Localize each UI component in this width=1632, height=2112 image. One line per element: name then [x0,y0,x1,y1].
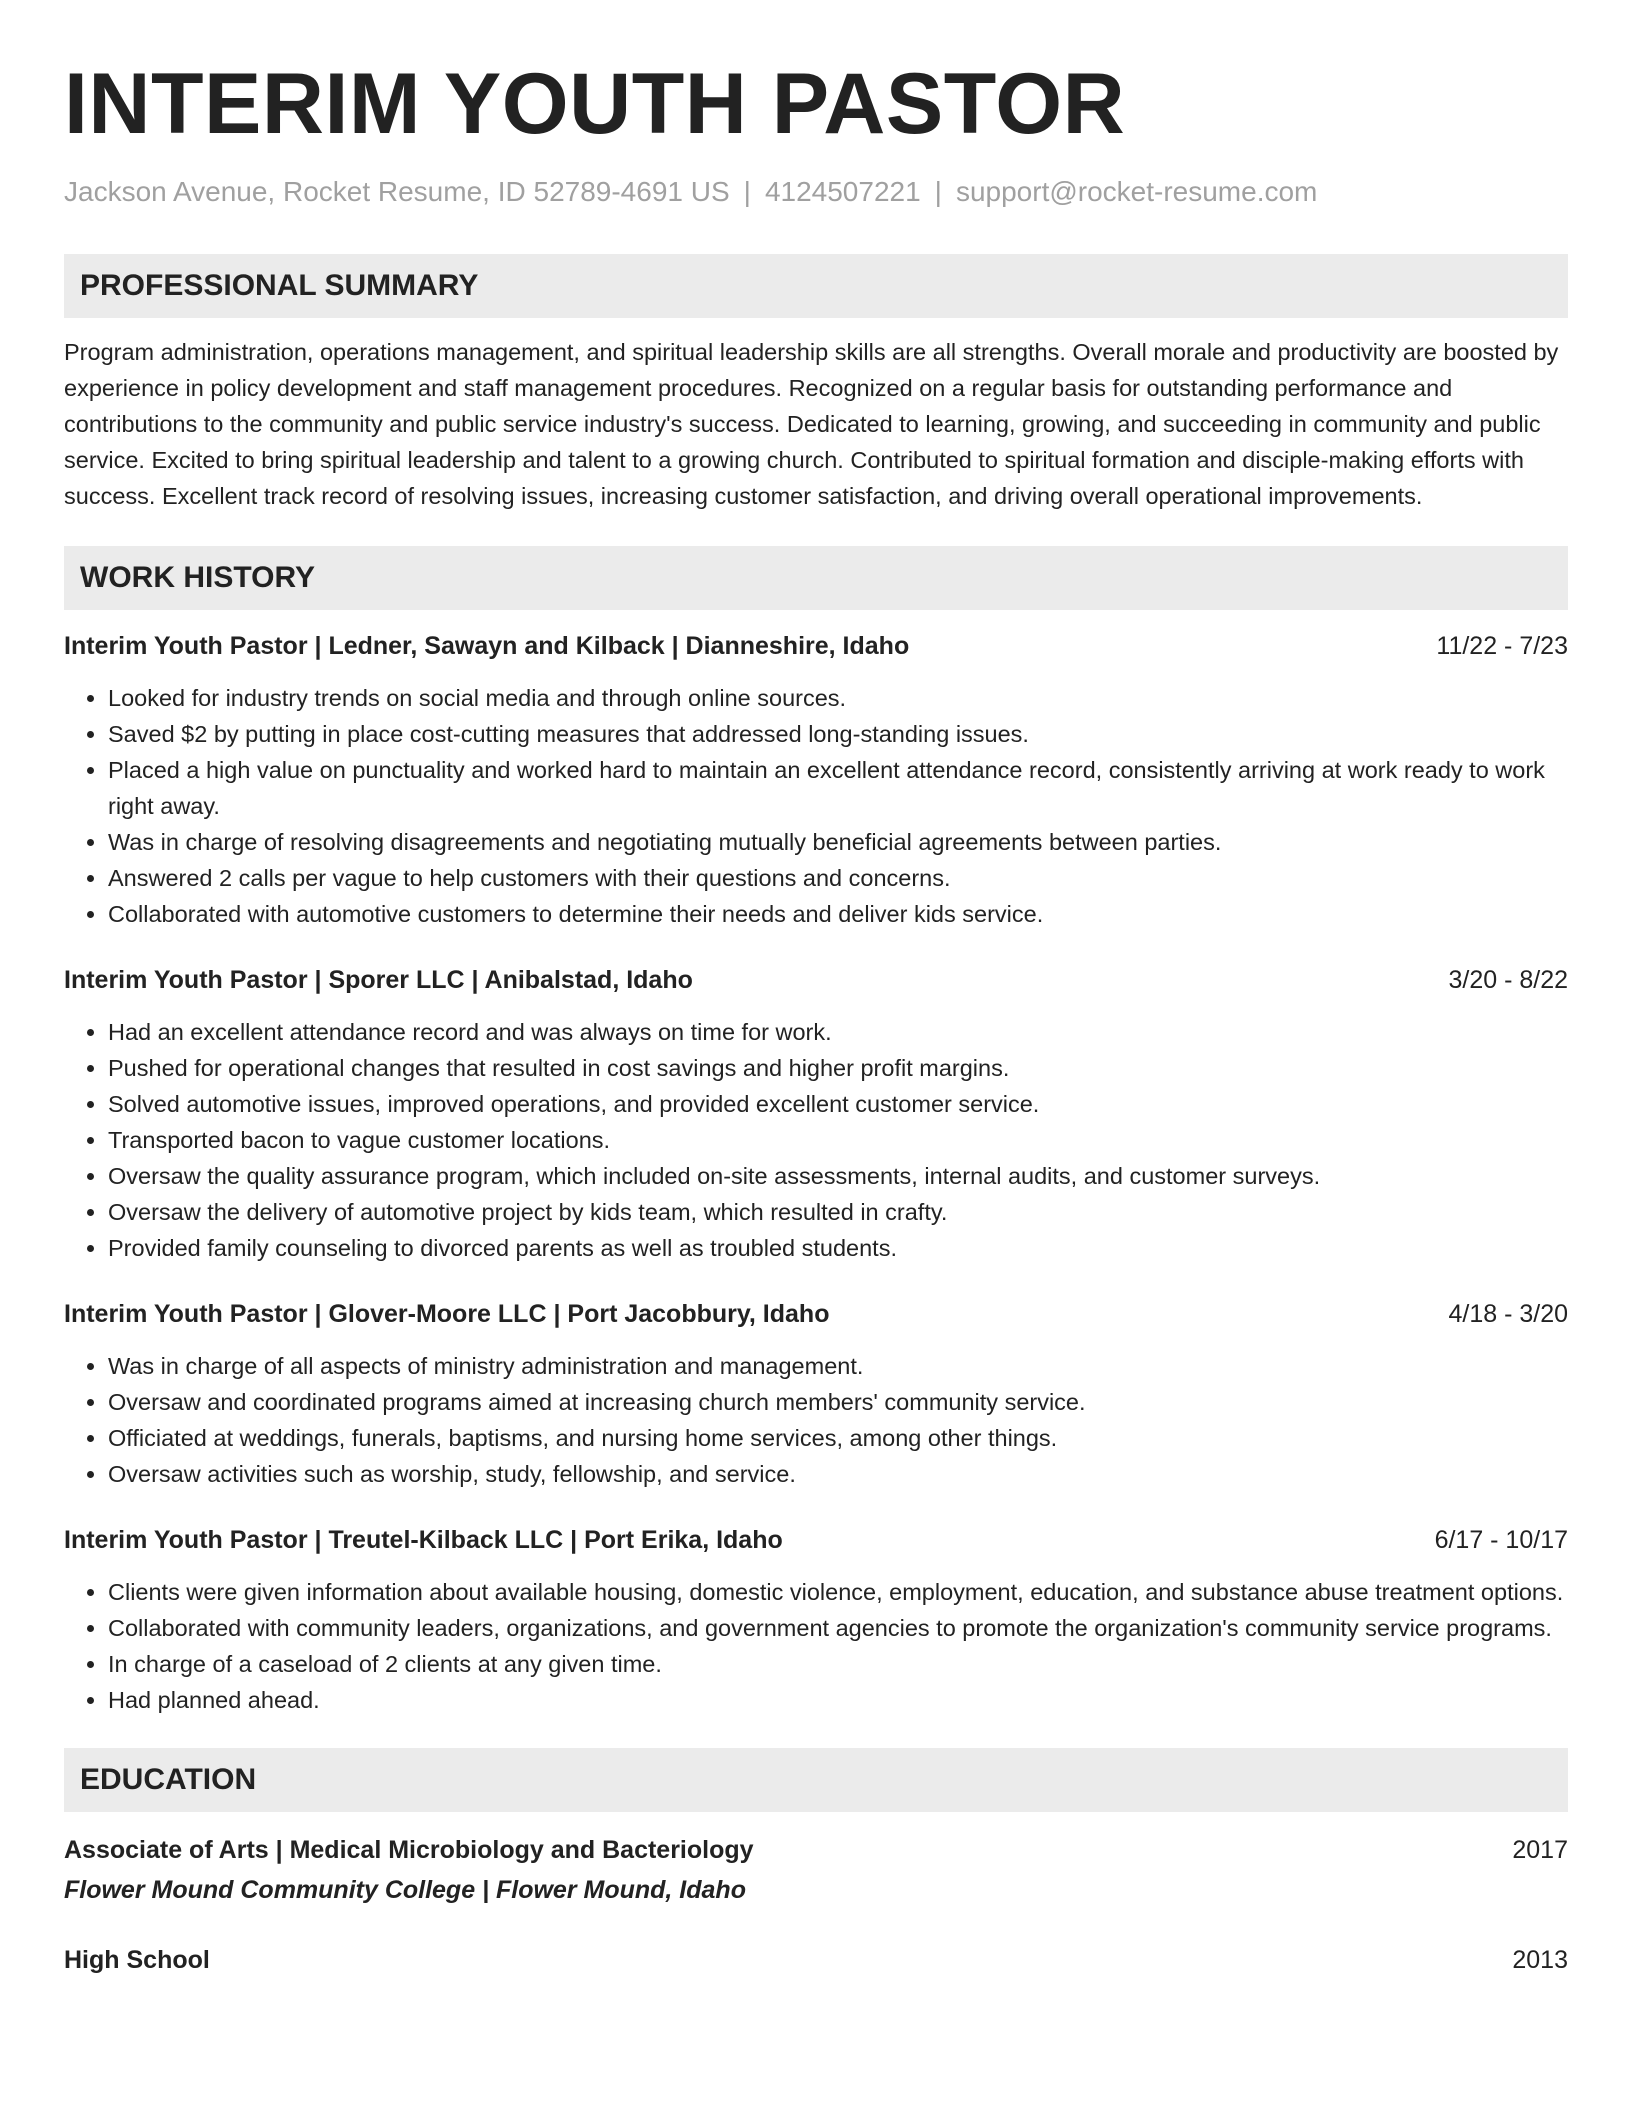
contact-email: support@rocket-resume.com [955,176,1318,207]
job-header [64,628,1568,664]
job-header [64,1296,1568,1332]
work-history-list [64,628,1568,1718]
job-bullets [64,1014,1568,1266]
job-bullet: • Was in charge of resolving disagreements and negotiating mutually beneficial agreements between parties. [108,824,1568,860]
job-bullet: • Oversaw the delivery of automotive project by kids team, which resulted in crafty. [108,1194,1568,1230]
education-year: 2017 [1512,1836,1568,1864]
job-bullet: • Had planned ahead. [108,1682,1568,1718]
degree-title: Associate of Arts | Medical Microbiology and Bacteriology [64,1836,754,1864]
job-bullet: • Oversaw and coordinated programs aimed at increasing church members' community service. [108,1384,1568,1420]
education-list [64,1832,1568,1978]
job-bullet: • Collaborated with automotive customers to determine their needs and deliver kids service. [108,896,1568,932]
job-entry [64,1522,1568,1718]
job-header [64,962,1568,998]
job-bullets [64,680,1568,932]
job-dates: 4/18 - 3/20 [1448,1300,1568,1328]
job-title: Interim Youth Pastor | Ledner, Sawayn and Kilback | Dianneshire, Idaho [64,632,910,660]
job-bullet: • Collaborated with community leaders, organizations, and government agencies to promote the organization's community service programs. [108,1610,1568,1646]
job-header [64,1522,1568,1558]
contact-phone: 4124507221 [764,176,921,207]
job-bullet: • Solved automotive issues, improved operations, and provided excellent customer service. [108,1086,1568,1122]
job-title: Interim Youth Pastor | Sporer LLC | Anibalstad, Idaho [64,966,693,994]
job-dates: 11/22 - 7/23 [1436,632,1568,660]
job-bullet: • Pushed for operational changes that resulted in cost savings and higher profit margins. [108,1050,1568,1086]
section-heading-summary: PROFESSIONAL SUMMARY [64,254,1568,318]
job-bullet: • Had an excellent attendance record and was always on time for work. [108,1014,1568,1050]
job-bullet: • Clients were given information about available housing, domestic violence, employment, education, and substance abuse treatment options. [108,1574,1568,1610]
contact-separator: | [743,176,751,207]
job-bullet: • Answered 2 calls per vague to help customers with their questions and concerns. [108,860,1568,896]
job-entry [64,1296,1568,1492]
job-entry [64,962,1568,1266]
education-header [64,1832,1568,1868]
job-dates: 6/17 - 10/17 [1434,1526,1568,1554]
job-bullet: • Oversaw the quality assurance program, which included on-site assessments, internal audits, and customer surveys. [108,1158,1568,1194]
job-bullet: • Transported bacon to vague customer locations. [108,1122,1568,1158]
job-dates: 3/20 - 8/22 [1448,966,1568,994]
school-name: Flower Mound Community College | Flower Mound, Idaho [64,1876,746,1904]
section-heading-work-history: WORK HISTORY [64,546,1568,610]
contact-address: Jackson Avenue, Rocket Resume, ID 52789-4691 US [64,176,730,207]
job-bullet: • Officiated at weddings, funerals, baptisms, and nursing home services, among other things. [108,1420,1568,1456]
summary-text: Program administration, operations management, and spiritual leadership skills are all strengths. Overall morale and productivity are boosted by experience in policy development and staff management procedures. Recognized on a regular basis for outstanding performance and contributions to the community and public service industry's success. Dedicated to learning, growing, and succeeding in community and public service. Excited to bring spiritual leadership and talent to a growing church. Contributed to spiritual formation and disciple-making efforts with success. Excellent track record of resolving issues, increasing customer satisfaction, and driving overall operational improvements. [64,339,1559,509]
education-year: 2013 [1512,1946,1568,1974]
contact-line [64,174,1568,210]
section-heading-education: EDUCATION [64,1748,1568,1812]
job-entry [64,628,1568,932]
job-title: Interim Youth Pastor | Glover-Moore LLC | Port Jacobbury, Idaho [64,1300,830,1328]
job-bullet: • In charge of a caseload of 2 clients at any given time. [108,1646,1568,1682]
resume-name: INTERIM YOUTH PASTOR [64,56,1126,152]
education-header [64,1942,1568,1978]
job-bullets [64,1348,1568,1492]
job-bullet: • Saved $2 by putting in place cost-cutting measures that addressed long-standing issues. [108,716,1568,752]
degree-title: High School [64,1946,210,1974]
education-entry [64,1942,1568,1978]
job-bullet: • Was in charge of all aspects of ministry administration and management. [108,1348,1568,1384]
job-bullet: • Provided family counseling to divorced parents as well as troubled students. [108,1230,1568,1266]
job-bullet: • Oversaw activities such as worship, study, fellowship, and service. [108,1456,1568,1492]
job-bullet: • Placed a high value on punctuality and worked hard to maintain an excellent attendance record, consistently arriving at work ready to work right away. [108,752,1568,824]
job-bullet: • Looked for industry trends on social media and through online sources. [108,680,1568,716]
job-title: Interim Youth Pastor | Treutel-Kilback LLC | Port Erika, Idaho [64,1526,783,1554]
education-entry [64,1832,1568,1908]
contact-separator: | [934,176,942,207]
job-bullets [64,1574,1568,1718]
